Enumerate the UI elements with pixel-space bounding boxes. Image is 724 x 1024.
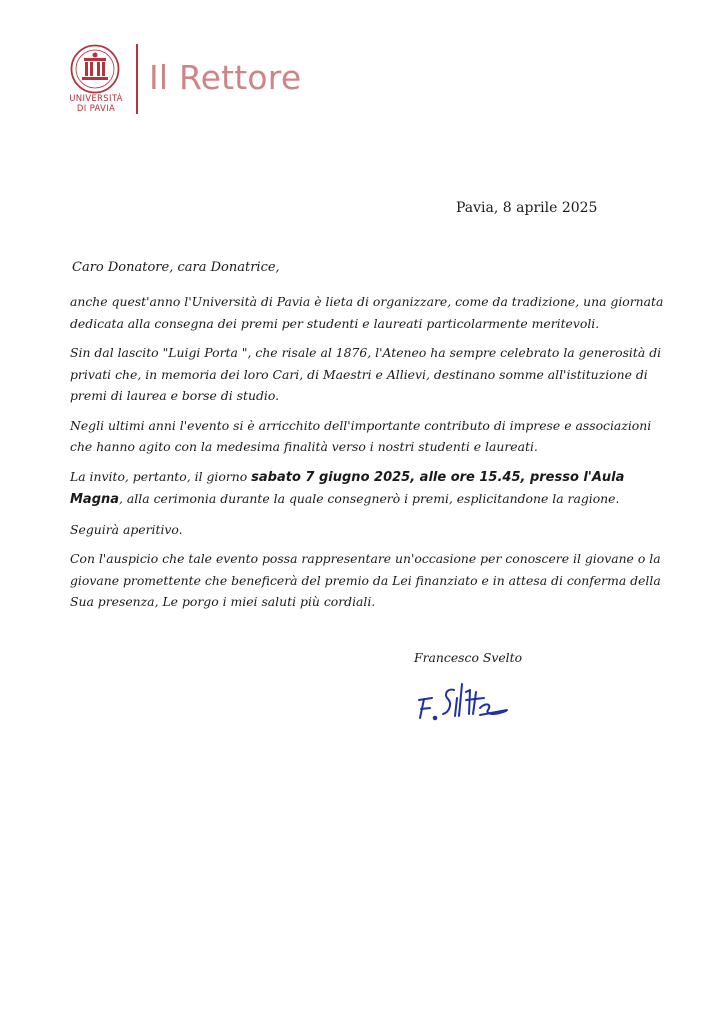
invitation-rest: , alla cerimonia durante la quale consegnerò i premi, esplicitandone la ragione. [119,491,620,506]
university-name-line1: UNIVERSITÀ [69,94,123,104]
event-details: sabato 7 giugno 2025, alle ore 15.45, presso l'Aula Magna [70,469,625,507]
handwritten-signature [410,678,520,728]
office-title: Il Rettore [149,58,302,97]
paragraph-3: Negli ultimi anni l'evento si è arricchito dell'importante contributo di imprese e associazioni che hanno agito con la medesima finalità verso i nostri studenti e laureati. [70,417,652,454]
place-date: Pavia, 8 aprile 2025 [456,200,598,216]
header-divider [136,44,138,114]
paragraph-1: anche quest'anno l'Università di Pavia è lieta di organizzare, come da tradizione, una giornata dedicata alla consegna dei premi per studenti e laureati particolarmente meritevoli. [70,294,664,331]
invitation-intro: La invito, pertanto, il giorno [70,468,252,484]
signer-name: Francesco Svelto [414,650,523,665]
paragraph-5: Seguirà aperitivo. [70,521,183,537]
paragraph-4 [70,466,670,511]
letter-body [70,291,670,621]
paragraph-2: Sin dal lascito "Luigi Porta ", che risale al 1876, l'Ateneo ha sempre celebrato la generosità di privati che, in memoria dei loro Cari, di Maestri e Allievi, destinano somme all'istituzione di premi di laurea e borse di studio. [70,345,662,403]
university-name-line2: DI PAVIA [76,104,116,114]
university-name [62,94,130,114]
salutation: Caro Donatore, cara Donatrice, [72,260,280,275]
university-seal-logo [70,44,120,94]
paragraph-6: Con l'auspicio che tale evento possa rappresentare un'occasione per conoscere il giovane o la giovane promettente che beneficerà del premio da Lei finanziato e in attesa di conferma della Sua presenza, Le porgo i miei saluti più cordiali. [70,551,661,609]
